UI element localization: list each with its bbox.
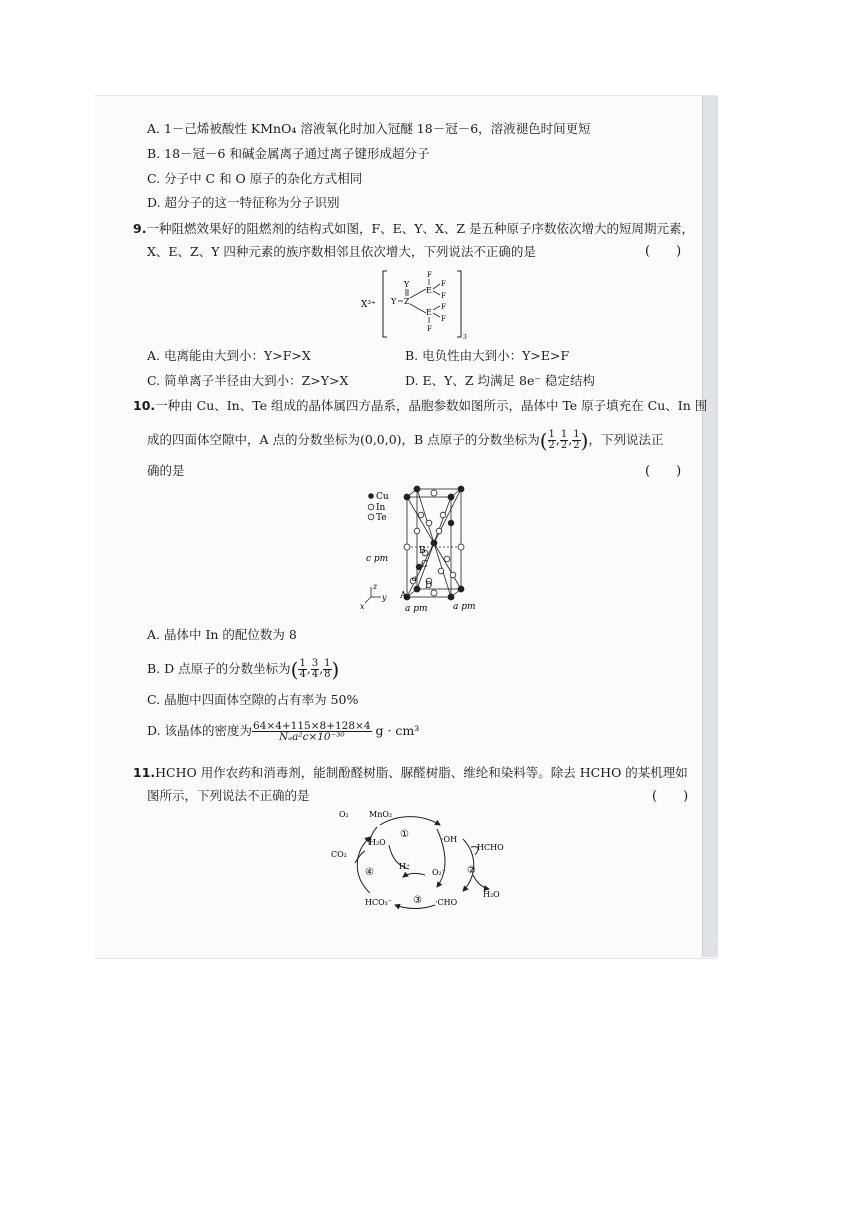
q11-label-hcho: HCHO [477,843,504,852]
q9-atom-e-bottom: E [426,308,432,317]
q9-structure-figure [355,265,485,347]
q10-label-a-pm-2: a pm [453,602,476,612]
q10-legend-te: Te [376,513,387,523]
q10-axis-y: y [382,593,387,602]
q9-left-bracket [383,271,387,337]
q10-label-d: D [425,581,433,591]
q10-b-coord-z: $\frac{1}{2}$ [573,429,580,451]
q9-structure-svg [355,265,485,343]
q10-legend-in: In [376,503,386,513]
q9-number: 9. [133,221,147,236]
q11-label-mno2: MnO₂ [369,810,393,819]
q10-label-alpha: a [412,574,417,583]
q11-label-cho: ·CHO [435,898,458,907]
q9-bracket-subscript: 3 [463,334,467,341]
scan-edge-strip [702,96,718,957]
q9-option-c: C. 简单离子半径由大到小：Z>Y>X [147,373,349,388]
q10-answer-paren: ( ) [645,464,682,479]
q11-step-4: ④ [365,867,374,878]
q10-label-c-point: C [421,560,428,570]
q9-stem-line1: 9.一种阻燃效果好的阻燃剂的结构式如图，F、E、Y、X、Z 是五种原子序数依次增大的短周期元素， [133,221,695,236]
q9-atom-f6: F [427,325,432,333]
q8-option-a: A. 1－己烯被酸性 KMnO₄ 溶液氧化时加入冠醚 18－冠－6，溶液褪色时间更短 [147,121,591,136]
q11-step-3: ③ [413,895,422,906]
q11-label-oh: ·OH [441,835,458,844]
q10-label-a-pm-1: a pm [405,604,428,614]
q10-legend-cu: Cu [376,492,389,502]
q10-stem-line1: 10.一种由 Cu、In、Te 组成的晶体属四方晶系，晶胞参数如图所示，晶体中 Te 原子填充在 Cu、In 围 [133,398,708,413]
q11-cycle-figure [325,805,525,919]
q10-d-coord-x: $\frac{1}{4}$ [299,658,306,680]
q11-answer-paren: ( ) [652,789,689,804]
q9-atom-y-top: Y [404,280,410,289]
q9-stem-line2: X、E、Z、Y 四种元素的族序数相邻且依次增大，下列说法不正确的是 [147,244,536,259]
q10-b-coord-y: $\frac{1}{2}$ [560,429,568,451]
q10-option-d: D. 该晶体的密度为 $\frac{64\times 4+115\times 8+128\times 4}{\text{Nₐa²c×10⁻³⁰}}$ g · cm³ [147,720,420,743]
q11-cycle-svg [325,805,525,915]
q9-option-d: D. E、Y、Z 均满足 8e⁻ 稳定结构 [405,373,595,388]
q11-label-co2: CO₂ [331,850,347,859]
q9-right-bracket [457,271,461,337]
q10-option-b: B. D 点原子的分数坐标为( $\frac{1}{4}$ , $\frac{3}{4}$ , $\frac{1}{8}$ ) [147,657,340,682]
q9-cation-label: X³⁺ [361,300,376,310]
q9-atom-f3: F [441,292,446,300]
q11-stem-line2: 图所示，下列说法不正确的是 [147,788,310,803]
q8-option-b: B. 18－冠－6 和碱金属离子通过离子键形成超分子 [147,146,430,161]
q8-option-c: C. 分子中 C 和 O 原子的杂化方式相同 [147,171,363,186]
q11-label-o2minus: O₂⁻ [432,868,446,877]
q10-number: 10. [133,398,156,413]
q11-step-1: ① [400,829,409,840]
q10-stem-line2: 成的四面体空隙中，A 点的分数坐标为(0,0,0)，B 点原子的分数坐标为( $\frac{1}{2}$ , $\frac{1}{2}$ , $\frac{1}{2}$ )，下列说法正 [147,428,664,453]
q8-option-d: D. 超分子的这一特征称为分子识别 [147,195,340,210]
q11-step-2: ② [467,865,476,876]
q10-density-fraction: $\frac{64\times 4+115\times 8+128\times 4}{\text{Nₐa²c×10⁻³⁰}}$ [253,720,371,743]
q11-stem-line1: 11.HCHO 用作农药和消毒剂，能制酚醛树脂、脲醛树脂、维纶和染料等。除去 HCHO 的某机理如 [133,765,688,780]
q9-option-a: A. 电离能由大到小：Y>F>X [147,348,311,363]
q10-crystal-figure [355,485,485,619]
q11-label-h2o-right: H₂O [483,890,500,899]
q9-atom-e-top: E [426,286,432,295]
q9-atom-f2: F [441,280,446,288]
q9-atom-z: Z [404,297,410,306]
q11-label-o2: O₂ [339,810,349,819]
q9-atom-f4: F [441,303,446,311]
q10-b-coord-x: $\frac{1}{2}$ [548,429,555,451]
q10-axis-x: x [360,602,365,611]
q10-d-coord-y: $\frac{3}{4}$ [311,658,319,680]
q9-atom-f1: F [427,271,432,279]
q10-label-c-pm: c pm [366,554,389,564]
q11-label-hco3: HCO₃⁻ [365,898,393,907]
q9-atom-y-left: Y [391,297,397,306]
q11-label-hplus: H⁺ [399,862,411,871]
q11-label-h2o-left: H₂O [369,838,386,847]
q9-answer-paren: ( ) [645,244,682,259]
q10-d-coord-z: $\frac{1}{8}$ [324,658,331,680]
q10-axis-z: z [373,582,378,591]
q9-atom-f5: F [441,315,446,323]
q11-number: 11. [133,765,156,780]
q10-option-a: A. 晶体中 In 的配位数为 8 [147,627,297,642]
q9-option-b: B. 电负性由大到小：Y>E>F [405,348,570,363]
q10-label-a-point: A [400,591,407,601]
q10-crystal-svg [355,485,485,615]
q10-label-b: B [419,546,426,556]
q10-stem-line3: 确的是 [147,463,185,478]
q10-option-c: C. 晶胞中四面体空隙的占有率为 50% [147,692,359,707]
